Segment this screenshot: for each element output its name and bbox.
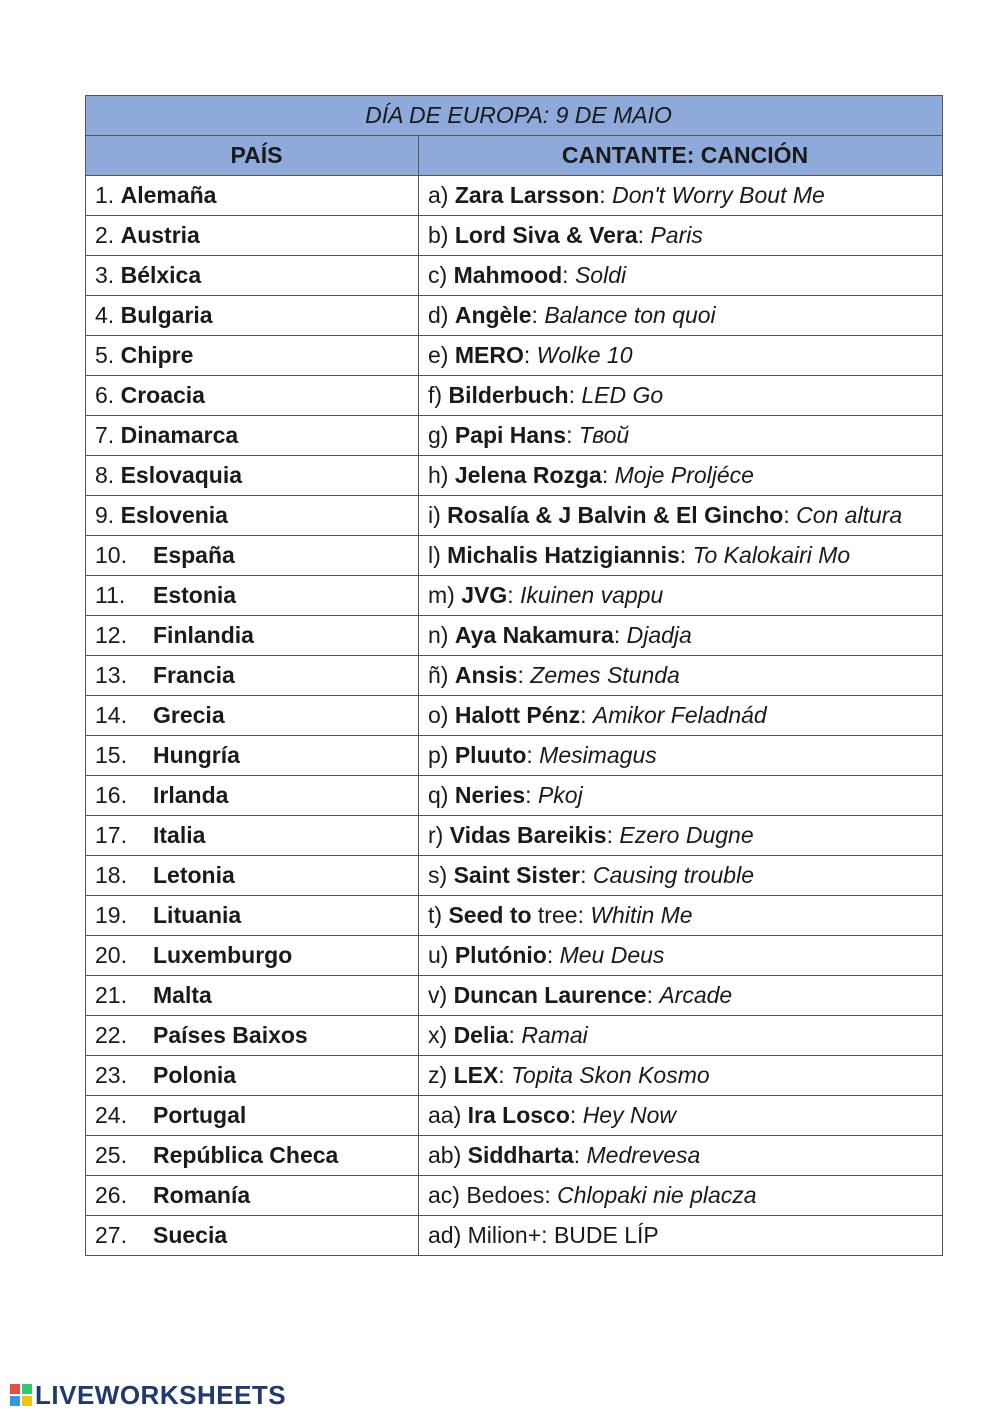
artist-name: Bedoes	[466, 1182, 545, 1208]
artist-name: Saint Sister	[453, 862, 581, 888]
country-cell	[86, 416, 419, 456]
table-row	[86, 1096, 943, 1136]
country-cell	[86, 456, 419, 496]
artist-name: Bilderbuch	[448, 382, 569, 408]
row-number: 4.	[95, 302, 115, 328]
title-row	[86, 96, 943, 136]
song-title: Meu Deus	[559, 942, 665, 968]
row-number: 11.	[95, 582, 126, 608]
artist-name: Aya Nakamura	[454, 622, 614, 648]
table-row	[86, 416, 943, 456]
country-cell	[86, 536, 419, 576]
artist-name-rest: tree	[531, 902, 578, 928]
country-name: Bélxica	[120, 262, 202, 288]
table-row	[86, 216, 943, 256]
answer-letter: v)	[428, 982, 448, 1008]
table-row	[86, 496, 943, 536]
row-number: 16.	[95, 782, 127, 808]
country-cell	[86, 1016, 419, 1056]
country-cell	[86, 656, 419, 696]
artist-name: Papi Hans	[454, 422, 567, 448]
singer-song-cell: ab) Siddharta: Medrevesa	[419, 1136, 943, 1176]
song-title: BUDE LÍP	[553, 1222, 659, 1248]
song-title: Soldi	[574, 262, 627, 288]
table-row	[86, 176, 943, 216]
table-row	[86, 296, 943, 336]
country-name: Chipre	[120, 342, 194, 368]
answer-letter: r)	[428, 822, 444, 848]
song-title: Medrevesa	[586, 1142, 701, 1168]
country-name: Letonia	[153, 862, 235, 888]
country-name: Portugal	[153, 1102, 247, 1128]
singer-song-cell: ñ) Ansis: Zemes Stunda	[419, 656, 943, 696]
singer-song-cell: x) Delia: Ramai	[419, 1016, 943, 1056]
liveworksheets-logo	[10, 1380, 286, 1410]
singer-song-cell: f) Bilderbuch: LED Go	[419, 376, 943, 416]
singer-song-cell: t) Seed to tree: Whitin Me	[419, 896, 943, 936]
country-name: Italia	[153, 822, 206, 848]
singer-song-cell: ac) Bedoes: Chlopaki nie placza	[419, 1176, 943, 1216]
country-name: España	[153, 542, 235, 568]
answer-letter: c)	[428, 262, 448, 288]
artist-name: Plutónio	[454, 942, 547, 968]
song-title: Balance ton quoi	[544, 302, 716, 328]
answer-letter: f)	[428, 382, 443, 408]
answer-letter: ac)	[428, 1182, 460, 1208]
country-column-header: PAÍS	[86, 136, 419, 176]
artist-name: Michalis Hatzigiannis	[447, 542, 680, 568]
artist-name: Halott Pénz	[454, 702, 581, 728]
artist-name: Delia	[453, 1022, 509, 1048]
country-name: Irlanda	[153, 782, 229, 808]
country-cell	[86, 976, 419, 1016]
song-title: Topita Skon Kosmo	[511, 1062, 710, 1088]
liveworksheets-icon	[10, 1384, 32, 1406]
artist-name: Rosalía & J Balvin & El Gincho	[447, 502, 784, 528]
country-cell	[86, 576, 419, 616]
answer-letter: u)	[428, 942, 449, 968]
row-number: 21.	[95, 982, 127, 1008]
brand-name: LIVEWORKSHEETS	[35, 1379, 287, 1410]
singer-song-cell: d) Angèle: Balance ton quoi	[419, 296, 943, 336]
row-number: 22.	[95, 1022, 127, 1048]
song-title: Paris	[650, 222, 703, 248]
singer-song-cell: l) Michalis Hatzigiannis: To Kalokairi Mo	[419, 536, 943, 576]
table-row	[86, 1176, 943, 1216]
country-cell	[86, 176, 419, 216]
row-number: 8.	[95, 462, 115, 488]
table-row	[86, 616, 943, 656]
table-row	[86, 936, 943, 976]
singer-song-cell: n) Aya Nakamura: Djadja	[419, 616, 943, 656]
artist-name: Milion+	[467, 1222, 542, 1248]
country-cell	[86, 1216, 419, 1256]
row-number: 24.	[95, 1102, 127, 1128]
artist-name: Jelena Rozga	[454, 462, 602, 488]
song-title: Whitin Me	[590, 902, 693, 928]
country-cell	[86, 376, 419, 416]
table-row	[86, 656, 943, 696]
song-title: LED Go	[581, 382, 664, 408]
country-name: Eslovaquia	[120, 462, 243, 488]
singer-song-cell: g) Papi Hans: Твой	[419, 416, 943, 456]
row-number: 9.	[95, 502, 115, 528]
answer-letter: b)	[428, 222, 449, 248]
answer-letter: i)	[428, 502, 441, 528]
singer-song-column-header: CANTANTE: CANCIÓN	[419, 136, 943, 176]
answer-letter: l)	[428, 542, 441, 568]
table-row	[86, 976, 943, 1016]
answer-letter: t)	[428, 902, 443, 928]
singer-song-cell: a) Zara Larsson: Don't Worry Bout Me	[419, 176, 943, 216]
artist-name: MERO	[454, 342, 524, 368]
singer-song-cell: o) Halott Pénz: Amikor Feladnád	[419, 696, 943, 736]
singer-song-cell: aa) Ira Losco: Hey Now	[419, 1096, 943, 1136]
singer-song-cell: h) Jelena Rozga: Moje Proljéce	[419, 456, 943, 496]
answer-letter: ad)	[428, 1222, 462, 1248]
row-number: 2.	[95, 222, 115, 248]
row-number: 10.	[95, 542, 127, 568]
song-title: Твой	[578, 422, 630, 448]
row-number: 7.	[95, 422, 115, 448]
singer-song-cell: z) LEX: Topita Skon Kosmo	[419, 1056, 943, 1096]
singer-song-cell: e) MERO: Wolke 10	[419, 336, 943, 376]
singer-song-cell: q) Neries: Pkoj	[419, 776, 943, 816]
answer-letter: ab)	[428, 1142, 462, 1168]
table-row	[86, 896, 943, 936]
table-row	[86, 1016, 943, 1056]
worksheet-table	[85, 95, 943, 1256]
song-title: Wolke 10	[536, 342, 633, 368]
artist-name: Duncan Laurence	[453, 982, 647, 1008]
country-name: Dinamarca	[120, 422, 239, 448]
row-number: 13.	[95, 662, 127, 688]
artist-name: Zara Larsson	[454, 182, 600, 208]
country-cell	[86, 816, 419, 856]
country-cell	[86, 336, 419, 376]
song-title: Ezero Dugne	[619, 822, 754, 848]
answer-letter: z)	[428, 1062, 448, 1088]
table-row	[86, 1136, 943, 1176]
answer-letter: m)	[428, 582, 455, 608]
row-number: 12.	[95, 622, 127, 648]
singer-song-cell: r) Vidas Bareikis: Ezero Dugne	[419, 816, 943, 856]
answer-letter: a)	[428, 182, 449, 208]
country-cell	[86, 776, 419, 816]
row-number: 18.	[95, 862, 127, 888]
song-title: To Kalokairi Mo	[692, 542, 851, 568]
country-name: Estonia	[153, 582, 237, 608]
country-name: Luxemburgo	[153, 942, 293, 968]
country-name: Romanía	[153, 1182, 251, 1208]
country-cell	[86, 296, 419, 336]
answer-letter: e)	[428, 342, 449, 368]
answer-letter: p)	[428, 742, 449, 768]
answer-letter: n)	[428, 622, 449, 648]
singer-song-cell: u) Plutónio: Meu Deus	[419, 936, 943, 976]
country-name: Malta	[153, 982, 212, 1008]
table-row	[86, 576, 943, 616]
answer-letter: s)	[428, 862, 448, 888]
artist-name: LEX	[453, 1062, 499, 1088]
country-name: Finlandia	[153, 622, 254, 648]
table-row	[86, 536, 943, 576]
country-name: Alemaña	[120, 182, 217, 208]
country-name: Eslovenia	[120, 502, 228, 528]
table-row	[86, 1216, 943, 1256]
row-number: 5.	[95, 342, 115, 368]
row-number: 14.	[95, 702, 127, 728]
country-name: Grecia	[153, 702, 225, 728]
artist-name: JVG	[461, 582, 508, 608]
row-number: 15.	[95, 742, 127, 768]
singer-song-cell: s) Saint Sister: Causing trouble	[419, 856, 943, 896]
artist-name: Angèle	[454, 302, 532, 328]
row-number: 1.	[95, 182, 115, 208]
country-cell	[86, 1136, 419, 1176]
country-name: República Checa	[153, 1142, 339, 1168]
table-row	[86, 376, 943, 416]
country-name: Bulgaria	[120, 302, 213, 328]
answer-letter: aa)	[428, 1102, 462, 1128]
artist-name: Pluuto	[454, 742, 527, 768]
country-name: Países Baixos	[153, 1022, 308, 1048]
singer-song-cell: b) Lord Siva & Vera: Paris	[419, 216, 943, 256]
song-title: Amikor Feladnád	[592, 702, 767, 728]
country-cell	[86, 896, 419, 936]
song-title: Pkoj	[537, 782, 583, 808]
artist-name: Ira Losco	[467, 1102, 570, 1128]
answer-letter: h)	[428, 462, 449, 488]
song-title: Causing trouble	[592, 862, 754, 888]
row-number: 6.	[95, 382, 115, 408]
header-row	[86, 136, 943, 176]
song-title: Mesimagus	[539, 742, 657, 768]
country-name: Suecia	[153, 1222, 228, 1248]
country-cell	[86, 736, 419, 776]
country-cell	[86, 216, 419, 256]
artist-name: Lord Siva & Vera	[454, 222, 638, 248]
artist-name: Neries	[454, 782, 526, 808]
artist-name: Vidas Bareikis	[449, 822, 607, 848]
row-number: 3.	[95, 262, 115, 288]
country-cell	[86, 496, 419, 536]
country-name: Francia	[153, 662, 235, 688]
country-name: Lituania	[153, 902, 242, 928]
singer-song-cell: c) Mahmood: Soldi	[419, 256, 943, 296]
answer-letter: g)	[428, 422, 449, 448]
country-name: Hungría	[153, 742, 240, 768]
row-number: 25.	[95, 1142, 127, 1168]
singer-song-cell: ad) Milion+: BUDE LÍP	[419, 1216, 943, 1256]
answer-letter: d)	[428, 302, 449, 328]
song-title: Moje Proljéce	[614, 462, 754, 488]
country-cell	[86, 696, 419, 736]
song-title: Arcade	[659, 982, 733, 1008]
table-row	[86, 736, 943, 776]
singer-song-cell: v) Duncan Laurence: Arcade	[419, 976, 943, 1016]
country-cell	[86, 256, 419, 296]
artist-name: Siddharta	[467, 1142, 574, 1168]
row-number: 19.	[95, 902, 127, 928]
table-row	[86, 256, 943, 296]
artist-name: Seed to	[448, 902, 532, 928]
country-cell	[86, 616, 419, 656]
table-row	[86, 856, 943, 896]
song-title: Ramai	[521, 1022, 588, 1048]
table-row	[86, 1056, 943, 1096]
song-title: Hey Now	[582, 1102, 676, 1128]
singer-song-cell: p) Pluuto: Mesimagus	[419, 736, 943, 776]
table-row	[86, 336, 943, 376]
answer-letter: ñ)	[428, 662, 449, 688]
country-name: Austria	[120, 222, 200, 248]
row-number: 20.	[95, 942, 127, 968]
country-cell	[86, 1096, 419, 1136]
table-row	[86, 816, 943, 856]
singer-song-cell: m) JVG: Ikuinen vappu	[419, 576, 943, 616]
answer-letter: q)	[428, 782, 449, 808]
song-title: Don't Worry Bout Me	[612, 182, 825, 208]
song-title: Chlopaki nie placza	[557, 1182, 757, 1208]
artist-name: Ansis	[454, 662, 518, 688]
table-row	[86, 776, 943, 816]
country-cell	[86, 1176, 419, 1216]
artist-name: Mahmood	[453, 262, 563, 288]
row-number: 17.	[95, 822, 127, 848]
country-name: Polonia	[153, 1062, 237, 1088]
song-title: Ikuinen vappu	[520, 582, 664, 608]
song-title: Con altura	[796, 502, 903, 528]
singer-song-cell: i) Rosalía & J Balvin & El Gincho: Con altura	[419, 496, 943, 536]
row-number: 27.	[95, 1222, 127, 1248]
country-cell	[86, 1056, 419, 1096]
row-number: 23.	[95, 1062, 127, 1088]
table-row	[86, 696, 943, 736]
table-row	[86, 456, 943, 496]
song-title: Zemes Stunda	[530, 662, 680, 688]
country-name: Croacia	[120, 382, 205, 408]
answer-letter: o)	[428, 702, 449, 728]
country-cell	[86, 856, 419, 896]
country-cell	[86, 936, 419, 976]
answer-letter: x)	[428, 1022, 448, 1048]
row-number: 26.	[95, 1182, 127, 1208]
worksheet-title: DÍA DE EUROPA: 9 DE MAIO	[86, 96, 943, 136]
song-title: Djadja	[626, 622, 692, 648]
